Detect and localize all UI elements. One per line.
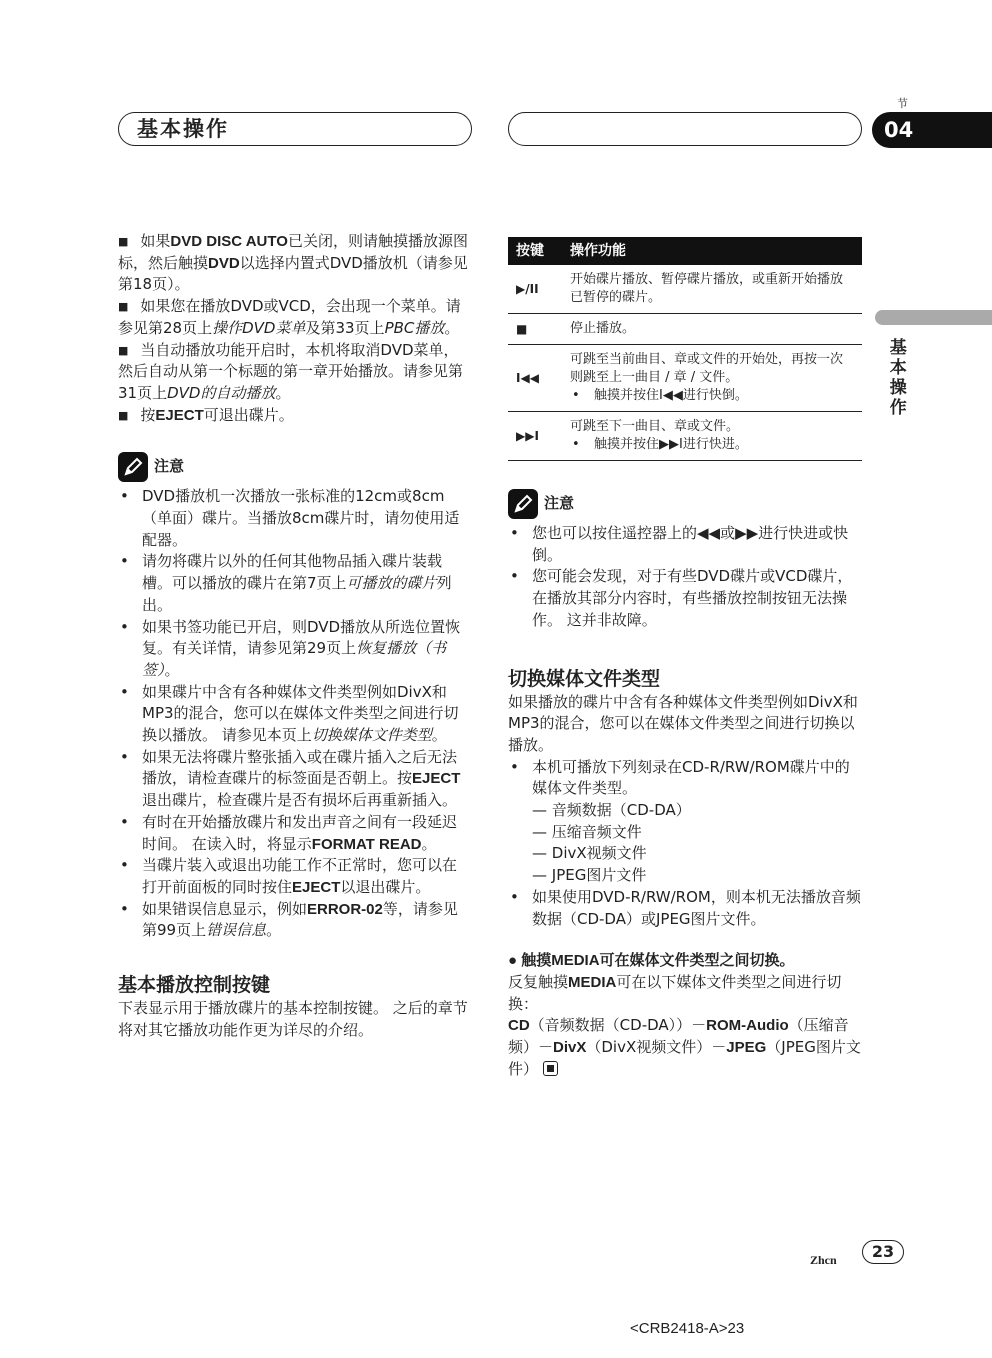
- list-item: [508, 757, 862, 887]
- function-subnote: • 触摸并按住▶▶I进行快进。: [572, 437, 748, 452]
- col-header-function: 操作功能: [562, 237, 862, 265]
- bold-text: JPEG: [726, 1039, 767, 1057]
- col-header-key: 按键: [508, 237, 562, 265]
- end-mark-icon: [543, 1061, 558, 1076]
- text: 如果您在播放DVD或VCD，会出现一个菜单。请参见第28页上: [118, 297, 461, 337]
- bold-text: ● 触摸MEDIA可在媒体文件类型之间切换。: [508, 952, 795, 970]
- section-title: 基本操作: [137, 117, 229, 141]
- text: DVD播放机一次播放一张标准的12cm或8cm（单面）碟片。当播放8cm碟片时，请勿使用适配器。: [142, 487, 460, 549]
- text: （音频数据（CD-DA））－: [529, 1016, 707, 1035]
- text: 以选择内置式DVD播放机（请参见第18页）。: [118, 253, 468, 294]
- list-item: [118, 231, 470, 296]
- table-row: [508, 265, 862, 314]
- section-body: 下表显示用于播放碟片的基本控制按键。 之后的章节将对其它播放功能作更为详尽的介绍。: [118, 999, 468, 1039]
- text: 以退出碟片。: [340, 877, 431, 896]
- list-item: [118, 747, 470, 812]
- text: 可在以下媒体文件类型之间进行切换：: [508, 972, 842, 1013]
- note-list: [508, 523, 862, 632]
- italic-ref: PBC播放: [384, 318, 445, 337]
- table-row: [508, 412, 862, 461]
- list-item: [118, 682, 470, 747]
- list-item: [508, 523, 862, 566]
- bold-text: CD: [508, 1017, 530, 1035]
- list-item: [118, 899, 470, 942]
- section-body: 如果播放的碟片中含有各种媒体文件类型例如DivX和MP3的混合，您可以在媒体文件类型之间进行切换以播放。: [508, 692, 858, 754]
- table-row: [508, 345, 862, 412]
- text: 反复触摸: [508, 972, 569, 991]
- key-symbol: ▶▶I: [508, 412, 562, 461]
- media-type: — 压缩音频文件: [532, 822, 642, 841]
- text: 如果错误信息显示，例如: [142, 899, 308, 918]
- text: （压缩音频）－: [508, 1016, 849, 1057]
- text: 如果碟片中含有各种媒体文件类型例如DivX和MP3的混合，您可以在媒体文件类型之间进行切换以播放。 请参见本页上: [142, 682, 459, 745]
- list-item: [118, 617, 470, 682]
- bullet-text: 本机可播放下列刻录在CD-R/RW/ROM碟片中的媒体文件类型。: [532, 757, 850, 798]
- text: 如果无法将碟片整张插入或在碟片插入之后无法播放，请检查碟片的标签面是否朝上。按: [142, 747, 458, 788]
- bold-text: DivX: [553, 1039, 587, 1057]
- section-header: [118, 112, 472, 146]
- cycle-text: [508, 1016, 861, 1077]
- bold-text: ROM-Audio: [706, 1017, 789, 1035]
- left-column: [118, 231, 470, 1042]
- function-text: 开始碟片播放、暂停碟片播放，或重新开始播放已暂停的碟片。: [570, 272, 844, 305]
- note-title: 注意: [544, 494, 575, 513]
- step-instruction: [508, 950, 862, 972]
- step-body: [508, 972, 862, 1015]
- text: 您可能会发现，对于有些DVD碟片或VCD碟片，在播放其部分内容时，有些播放控制按钮无法操作。 这并非故障。: [532, 567, 853, 629]
- page-number: 23: [862, 1240, 904, 1264]
- key-function: [562, 345, 862, 412]
- key-symbol: I◀◀: [508, 345, 562, 412]
- text: （DivX视频文件）－: [586, 1038, 727, 1057]
- media-types: [532, 800, 862, 887]
- note-title: 注意: [154, 457, 185, 476]
- document-code: <CRB2418-A>23: [630, 1320, 745, 1337]
- key-symbol: ▶/II: [508, 265, 562, 314]
- side-tab-label: 基本操作: [885, 338, 906, 418]
- key-function: [562, 412, 862, 461]
- text: 有时在开始播放碟片和发出声音之间有一段延迟时间。 在读入时，将显示: [142, 812, 458, 853]
- header-blank-pill: [508, 112, 862, 146]
- function-text: 可跳至下一曲目、章或文件。: [570, 419, 740, 434]
- media-type-section: [508, 666, 862, 1081]
- media-cycle: [508, 1015, 862, 1080]
- list-item: [508, 566, 862, 631]
- list-item: [118, 405, 470, 427]
- language-code: Zhcn: [810, 1253, 837, 1267]
- list-item: [118, 855, 470, 898]
- side-tab: [875, 310, 992, 325]
- text: 请勿将碟片以外的任何其他物品插入碟片装载槽。可以播放的碟片在第7页上: [142, 552, 443, 593]
- text: 。: [266, 921, 282, 940]
- note-list: [118, 486, 470, 942]
- list-item: [118, 296, 470, 339]
- key-function: [562, 265, 862, 314]
- bold-text: EJECT: [412, 770, 461, 788]
- text: 您也可以按住遥控器上的◀◀或▶▶进行快进或快倒。: [532, 524, 849, 564]
- note-box: [118, 452, 470, 942]
- text: 如果: [140, 232, 171, 250]
- media-type: — 音频数据（CD-DA）: [532, 801, 691, 820]
- pencil-icon: [508, 489, 538, 519]
- subnote-text: 触摸并按住I◀◀进行快倒。: [594, 388, 748, 403]
- text: 等，请参见第99页上: [142, 899, 458, 940]
- function-text: 停止播放。: [570, 321, 636, 336]
- media-type: — DivX视频文件: [532, 844, 647, 863]
- bold-text: EJECT: [292, 878, 341, 896]
- bold-text: FORMAT READ: [311, 835, 422, 853]
- text: 按: [140, 405, 156, 424]
- intro-bullets: [118, 231, 470, 426]
- section-heading: 切换媒体文件类型: [508, 667, 661, 690]
- bold-text: ERROR-02: [307, 900, 383, 918]
- key-symbol: ■: [508, 314, 562, 345]
- text: 当碟片装入或退出功能工作不正常时，您可以在打开前面板的同时按住: [142, 856, 458, 896]
- text: 。: [421, 834, 437, 853]
- chapter-label: 节: [897, 97, 908, 110]
- text: 如果书签功能已开启，则DVD播放从所选位置恢复。有关详情，请参见第29页上: [142, 617, 461, 658]
- italic-ref: 恢复播放（书签）: [142, 639, 447, 679]
- list-item: [118, 551, 470, 616]
- key-function: [562, 314, 862, 345]
- italic-ref: DVD的自动播放: [167, 383, 276, 402]
- note-box-right: [508, 489, 862, 632]
- bold-text: DVD DISC AUTO: [170, 233, 288, 250]
- text: 已关闭，则请触摸播放源图标，然后触摸: [118, 232, 468, 272]
- list-item: [118, 812, 470, 855]
- text: 。: [164, 660, 180, 679]
- function-subnote: • 触摸并按住I◀◀进行快倒。: [572, 388, 748, 403]
- subnote-text: 触摸并按住▶▶I进行快进。: [594, 437, 748, 452]
- table-row: [508, 314, 862, 345]
- text: 及第33页上: [305, 318, 385, 337]
- italic-ref: 错误信息: [206, 921, 267, 940]
- list-item: • 如果使用DVD-R/RW/ROM，则本机无法播放音频数据（CD-DA）或JPEG图片文件。: [508, 887, 862, 930]
- text: （JPEG图片文件）: [508, 1038, 861, 1078]
- italic-ref: 可播放的碟片: [346, 574, 437, 593]
- text: 。: [431, 726, 447, 745]
- function-text: 可跳至当前曲目、章或文件的开始处，再按一次则跳至上一曲目 / 章 / 文件。: [570, 352, 844, 385]
- text: 。: [275, 383, 291, 402]
- italic-ref: 切换媒体文件类型: [311, 726, 432, 745]
- text: 退出碟片，检查碟片是否有损坏后再重新插入。: [142, 791, 458, 810]
- bold-text: MEDIA: [568, 973, 617, 991]
- text: 列出。: [142, 574, 452, 614]
- basic-controls-section: [118, 972, 470, 1041]
- list-item: [118, 340, 470, 405]
- right-column: [508, 237, 862, 1080]
- chapter-number: 04: [872, 112, 992, 148]
- bold-text: DVD: [208, 254, 240, 272]
- list-item: [118, 486, 470, 551]
- bold-text: EJECT: [155, 406, 204, 424]
- pencil-icon: [118, 452, 148, 482]
- text: 。: [444, 318, 460, 337]
- controls-table: [508, 237, 862, 461]
- italic-ref: 操作DVD菜单: [212, 318, 306, 337]
- section-heading: 基本播放控制按键: [118, 974, 271, 997]
- text: 当自动播放功能开启时，本机将取消DVD菜单，然后自动从第一个标题的第一章开始播放。请参见第31页上: [118, 340, 464, 402]
- text: 可退出碟片。: [203, 405, 294, 424]
- media-type: — JPEG图片文件: [532, 866, 647, 885]
